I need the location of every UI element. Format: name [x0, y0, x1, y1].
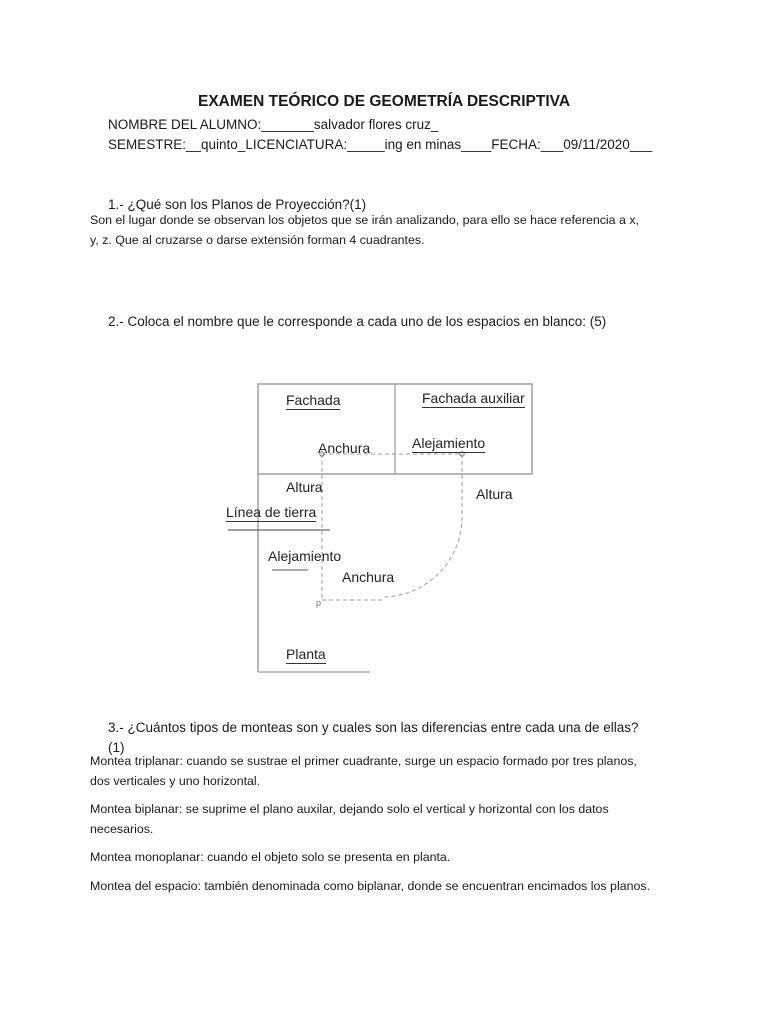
label-alejamiento-bottom: Alejamiento	[268, 548, 342, 564]
answer-3-triplanar: Montea triplanar: cuando se sustrae el primer cuadrante, surge un espacio formado por tres planos, dos verticales y uno horizontal.	[90, 754, 637, 788]
label-fachada-auxiliar: Fachada auxiliar	[422, 390, 525, 406]
figure-lines	[200, 372, 560, 682]
label-planta: Planta	[286, 646, 326, 662]
answer-3-biplanar: Montea biplanar: se suprime el plano auxilar, dejando solo el vertical y horizontal con los datos necesarios.	[90, 802, 609, 836]
label-altura-right: Altura	[476, 486, 513, 502]
label-alejamiento-top: Alejamiento	[412, 435, 486, 451]
question-1: 1.- ¿Qué son los Planos de Proyección?(1)	[108, 197, 367, 212]
label-anchura-top: Anchura	[318, 440, 371, 456]
answer-3-espacio: Montea del espacio: también denominada como biplanar, donde se encuentran encimados los planos.	[90, 879, 651, 893]
question-3: 3.- ¿Cuántos tipos de monteas son y cuales son las diferencias entre cada una de ellas?(1)	[108, 720, 639, 755]
student-name-line: NOMBRE DEL ALUMNO:_______salvador flores cruz_	[108, 117, 439, 132]
projection-planes-figure	[200, 372, 560, 682]
semester-line: SEMESTRE:__quinto_LICENCIATURA:_____ing en minas____FECHA:___09/11/2020___	[108, 137, 653, 152]
label-anchura-bottom: Anchura	[342, 569, 395, 585]
answer-3-monoplanar: Montea monoplanar: cuando el objeto solo se presenta en planta.	[90, 850, 451, 864]
label-fachada: Fachada	[286, 392, 341, 408]
label-point-p: p	[316, 598, 322, 608]
question-2: 2.- Coloca el nombre que le corresponde a cada uno de los espacios en blanco: (5)	[108, 314, 607, 329]
exam-title: EXAMEN TEÓRICO DE GEOMETRÍA DESCRIPTIVA	[197, 93, 571, 110]
label-linea-de-tierra: Línea de tierra	[226, 504, 317, 520]
answer-1: Son el lugar donde se observan los objetos que se irán analizando, para ello se hace referencia a x, y, z. Que al cruzarse o darse extensión forman 4 cuadrantes.	[90, 213, 639, 247]
label-altura-left: Altura	[286, 479, 323, 495]
